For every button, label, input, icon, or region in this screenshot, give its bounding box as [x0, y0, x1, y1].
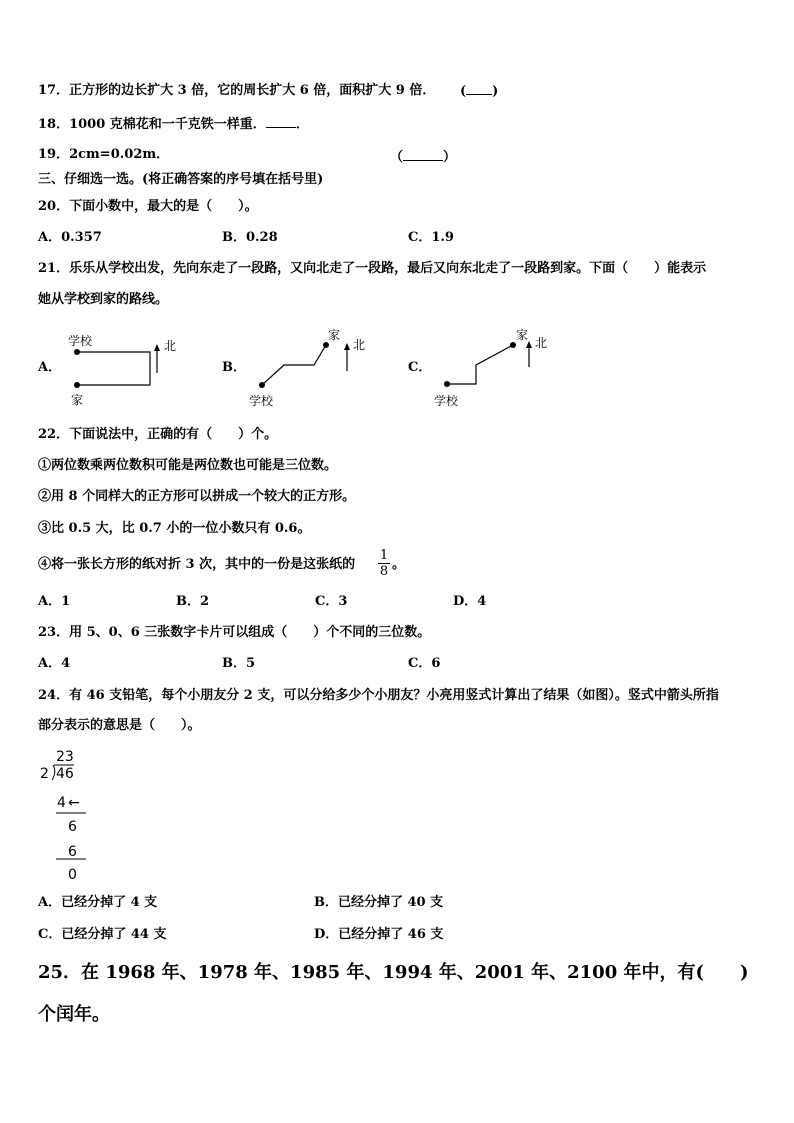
q20-option-a[interactable]: A．0.357	[38, 230, 102, 245]
route-a-north-label: 北	[164, 339, 177, 353]
route-c-path	[447, 345, 513, 384]
answer-blank-19[interactable]	[403, 148, 443, 161]
route-b-path	[262, 345, 326, 385]
question-21-stem-line2: 她从学校到家的路线。	[38, 292, 169, 307]
q21-option-b[interactable]: B．	[222, 360, 246, 375]
north-arrow-icon	[526, 341, 532, 348]
q22-statement-2: ②用 8 个同样大的正方形可以拼成一个较大的正方形。	[38, 489, 356, 504]
question-21-stem-line1: 21．乐乐从学校出发，先向东走了一段路，又向北走了一段路，最后又向东北走了一段路到家。下面（ ）能表示	[38, 261, 707, 276]
route-diagram-b	[240, 325, 380, 413]
route-b-home-label: 家	[328, 328, 341, 342]
q22-option-d[interactable]: D．4	[453, 594, 487, 609]
question-19	[38, 146, 169, 164]
question-17	[38, 82, 435, 100]
question-20-stem: 20．下面小数中，最大的是（ ）。	[38, 199, 258, 214]
long-division-figure	[34, 744, 104, 886]
fraction-one-eighth: $\frac{1}{8}$	[379, 548, 389, 579]
q20-option-b[interactable]: B．0.28	[222, 230, 278, 245]
question-18: 18．1000 克棉花和一千克铁一样重． ．	[38, 117, 309, 132]
route-c-north-label: 北	[535, 336, 548, 350]
q24-option-b[interactable]: B．已经分掉了 40 支	[314, 895, 444, 910]
answer-paren-19: （ ）	[390, 150, 457, 165]
question-25-line2: 个闰年。	[38, 1004, 110, 1025]
answer-paren-17: ( )	[460, 84, 499, 99]
q24-option-d[interactable]: D．已经分掉了 46 支	[314, 927, 444, 942]
route-b-north-label: 北	[353, 338, 366, 352]
answer-blank-18[interactable]	[266, 115, 296, 128]
division-quotient: 23	[56, 749, 74, 765]
q22-statement-4-text: ④将一张长方形的纸对折 3 次，其中的一份是这张纸的	[38, 557, 356, 572]
q23-option-b[interactable]: B．5	[222, 656, 256, 671]
q20-option-c[interactable]: C．1.9	[408, 230, 454, 245]
question-18-text: 18．1000 克棉花和一千克铁一样重．	[38, 117, 266, 132]
north-arrow-icon	[344, 343, 350, 350]
question-25-line1: 25．在 1968 年、1978 年、1985 年、1994 年、2001 年、2100 年中，有( )	[38, 962, 749, 983]
route-c-school-dot	[444, 381, 450, 387]
q22-statement-3: ③比 0.5 大，比 0.7 小的一位小数只有 0.6。	[38, 521, 311, 536]
q24-option-a[interactable]: A．已经分掉了 4 支	[38, 895, 158, 910]
q23-option-a[interactable]: A．4	[38, 656, 71, 671]
question-19-text: 19．2cm=0.02m．	[38, 147, 170, 162]
route-a-school-label: 学校	[68, 334, 93, 348]
q23-option-c[interactable]: C．6	[408, 656, 441, 671]
question-17-text: 17．正方形的边长扩大 3 倍，它的周长扩大 6 倍，面积扩大 9 倍．	[38, 83, 436, 98]
q22-statement-4	[38, 556, 355, 574]
route-diagram-c	[430, 325, 560, 413]
q22-option-b[interactable]: B．2	[176, 594, 210, 609]
division-step1: 4	[57, 795, 66, 811]
section-title: 三、仔细选一选。(将正确答案的序号填在括号里)	[38, 172, 324, 187]
question-24-stem-line1: 24．有 46 支铅笔，每个小朋友分 2 支，可以分给多少个小朋友？小亮用竖式计算出了结果（如图）。竖式中箭头所指	[38, 688, 719, 703]
q22-statement-4-end: 。	[392, 557, 406, 572]
answer-blank-17[interactable]	[466, 82, 492, 95]
arrow-left-icon: ←	[68, 795, 80, 811]
question-22-stem: 22．下面说法中，正确的有（ ）个。	[38, 427, 278, 442]
division-divisor: 2	[40, 766, 49, 782]
route-c-school-label: 学校	[434, 394, 459, 408]
route-diagram-a	[60, 328, 190, 412]
division-dividend: 46	[56, 766, 74, 782]
route-b-school-dot	[259, 382, 265, 388]
q22-option-c[interactable]: C．3	[315, 594, 348, 609]
question-24-stem-line2: 部分表示的意思是（ ）。	[38, 718, 201, 733]
question-23-stem: 23．用 5、0、6 三张数字卡片可以组成（ ）个不同的三位数。	[38, 625, 431, 640]
route-a-path	[77, 352, 150, 385]
q22-option-a[interactable]: A．1	[38, 594, 71, 609]
q21-option-c[interactable]: C．	[408, 360, 432, 375]
q24-option-c[interactable]: C．已经分掉了 44 支	[38, 927, 167, 942]
route-a-home-dot	[74, 382, 80, 388]
division-rem2: 0	[68, 867, 77, 883]
division-step2: 6	[68, 844, 77, 860]
q21-option-a[interactable]: A．	[38, 360, 62, 375]
q22-statement-1: ①两位数乘两位数积可能是两位数也可能是三位数。	[38, 458, 338, 473]
route-a-home-label: 家	[71, 393, 84, 407]
route-c-home-label: 家	[516, 328, 529, 342]
division-rem1: 6	[68, 819, 77, 835]
route-b-school-label: 学校	[249, 394, 274, 408]
north-arrow-icon	[154, 344, 160, 351]
